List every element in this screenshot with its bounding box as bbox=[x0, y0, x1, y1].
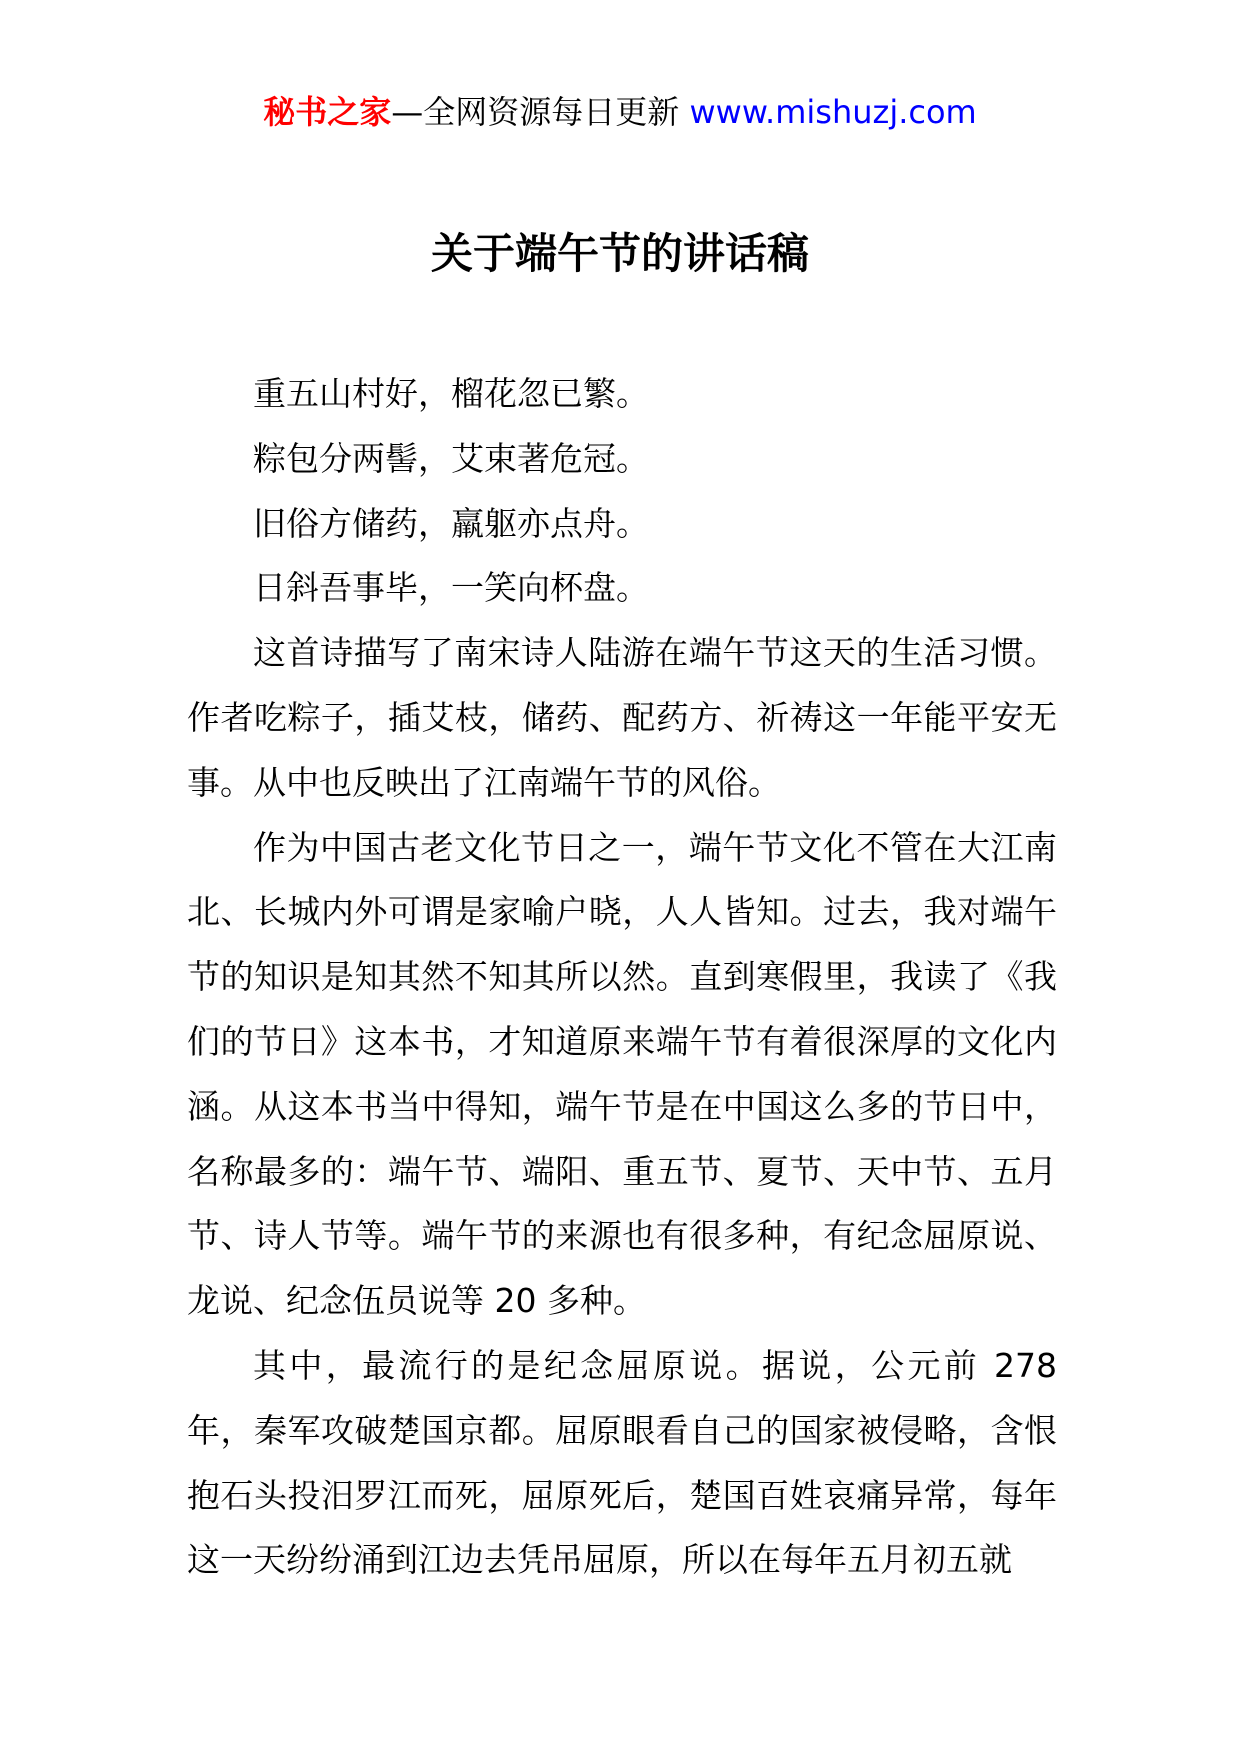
poem-line: 旧俗方储药，羸躯亦点舟。 bbox=[253, 503, 649, 543]
site-header bbox=[0, 92, 1240, 132]
site-url-link[interactable]: www.mishuzj.com bbox=[689, 93, 977, 131]
poem-line: 重五山村好，榴花忽已繁。 bbox=[253, 374, 649, 413]
poem-line: 日斜吾事毕，一笑向杯盘。 bbox=[253, 568, 649, 608]
document-title: 关于端午节的讲话稿 bbox=[430, 229, 809, 278]
body-paragraph: 作为中国古老文化节日之一，端午节文化不管在大江南北、长城内外可谓是家喻户晓，人人皆知。过去，我对端午节的知识是知其然不知其所以然。直到寒假里，我读了《我们的节日》这本书，才知道原来端午节有着很深厚的文化内涵。从这本书当中得知，端午节是在中国这么多的节日中，名称最多的：端午节、端阳、重五节、夏节、天中节、五月节、诗人节等。端午节的来源也有很多种，有纪念屈原说、龙说、纪念伍员说等 20 多种。 bbox=[187, 827, 1057, 1321]
body-paragraph: 其中，最流行的是纪念屈原说。据说，公元前 278 年，秦军攻破楚国京都。屈原眼看自己的国家被侵略，含恨抱石头投汨罗江而死，屈原死后，楚国百姓哀痛异常，每年这一天纷纷涌到江边去凭吊屈原，所以在每年五月初五就 bbox=[187, 1345, 1057, 1580]
brand-name: 秘书之家 bbox=[263, 93, 392, 131]
document-body bbox=[187, 362, 1057, 1593]
site-tagline: —全网资源每日更新 bbox=[391, 93, 690, 131]
body-paragraph: 这首诗描写了南宋诗人陆游在端午节这天的生活习惯。作者吃粽子，插艾枝，储药、配药方、祈祷这一年能平安无事。从中也反映出了江南端午节的风俗。 bbox=[187, 633, 1057, 802]
poem-line: 粽包分两髻，艾束著危冠。 bbox=[253, 438, 649, 478]
